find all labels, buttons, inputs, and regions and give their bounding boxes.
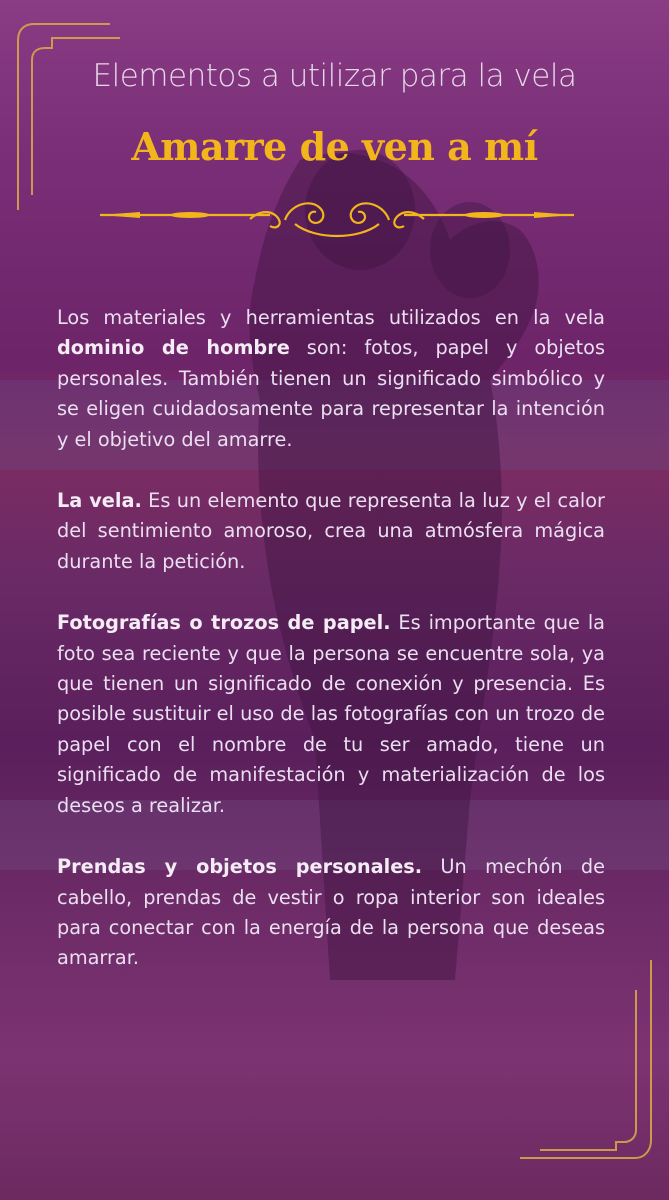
body-text	[57, 303, 605, 1005]
paragraph-fotografias: Fotografías o trozos de papel. Es importante que la foto sea reciente y que la persona se encuentre sola, ya que tienen un significado de conexión y presencia. Es posible sustituir el uso de las fotografías con un trozo de papel con el nombre de tu ser amado, tiene un significado de manifestación y materialización de los deseos a realizar.	[57, 611, 605, 817]
paragraph-vela: La vela. Es un elemento que representa la luz y el calor del sentimiento amoroso, crea una atmósfera mágica durante la petición.	[57, 489, 605, 573]
ornament-divider	[100, 190, 574, 240]
bold-term: dominio de hombre	[57, 336, 290, 360]
page-subtitle: Elementos a utilizar para la vela	[92, 58, 577, 94]
paragraph-heading: La vela.	[57, 489, 142, 513]
paragraph-prendas: Prendas y objetos personales. Un mechón de cabello, prendas de vestir o ropa interior son ideales para conectar con la energía de la persona que deseas amarrar.	[57, 855, 605, 970]
paragraph-intro: Los materiales y herramientas utilizados en la vela dominio de hombre son: fotos, papel y objetos personales. También tienen un significado simbólico y se eligen cuidadosamente para representar la intención y el objetivo del amarre.	[57, 306, 605, 451]
paragraph-heading: Prendas y objetos personales.	[57, 855, 423, 879]
paragraph-heading: Fotografías o trozos de papel.	[57, 611, 391, 635]
page-title: Amarre de ven a mí	[131, 124, 538, 169]
